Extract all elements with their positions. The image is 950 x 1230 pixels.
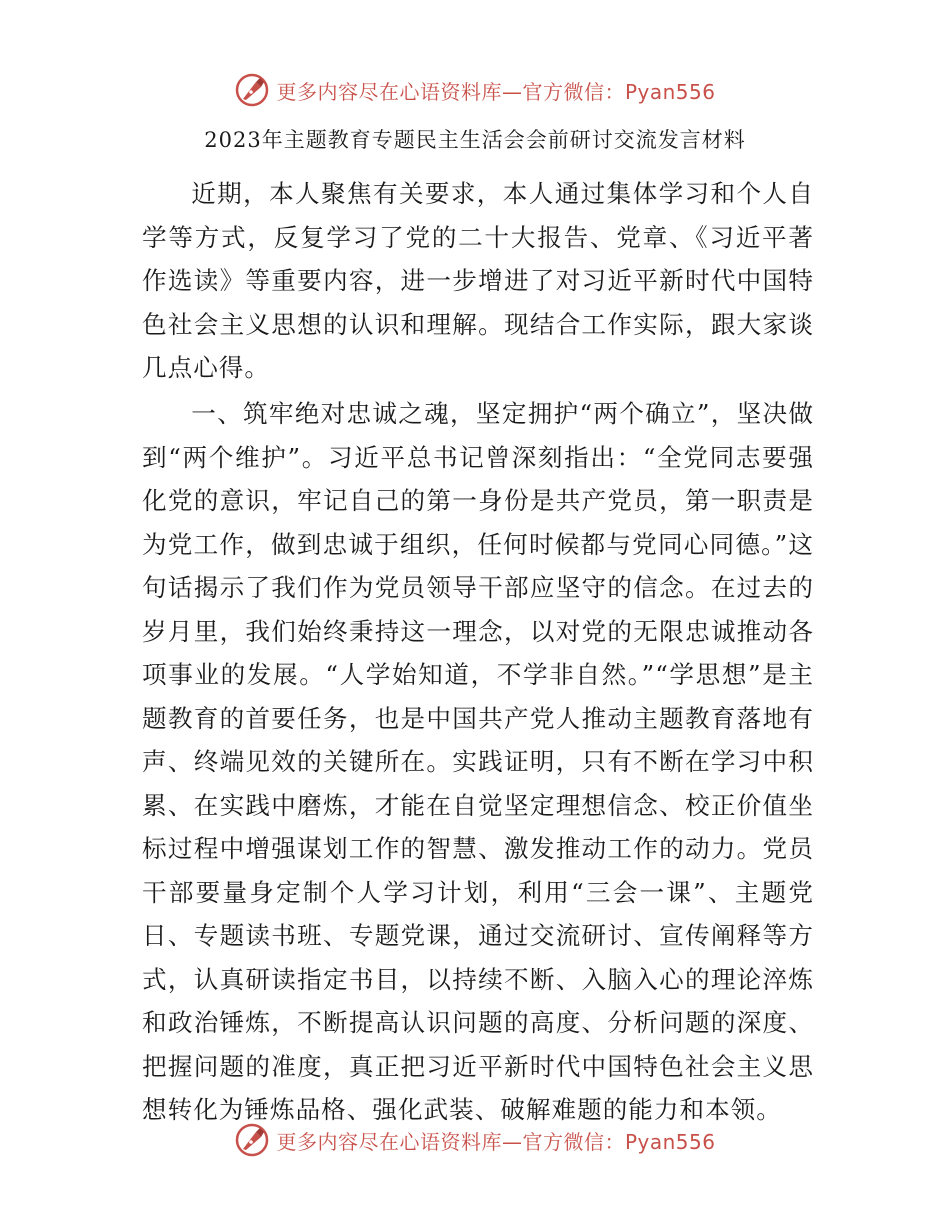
paragraph-section-one: 一、筑牢绝对忠诚之魂，坚定拥护“两个确立”，坚决做到“两个维护”。习近平总书记曾深刻指出：“全党同志要强化党的意识，牢记自己的第一身份是共产党员，第一职责是为党工作，做到忠诚于组织，任何时候都与党同心同德。”这句话揭示了我们作为党员领导干部应坚守的信念。在过去的岁月里，我们始终秉持这一理念，以对党的无限忠诚推动各项事业的发展。“人学始知道，不学非自然。”“学思想”是主题教育的首要任务，也是中国共产党人推动主题教育落地有声、终端见效的关键所在。实践证明，只有不断在学习中积累、在实践中磨炼，才能在自觉坚定理想信念、校正价值坐标过程中增强谋划工作的智慧、激发推动工作的动力。党员干部要量身定制个人学习计划，利用“三会一课”、主题党日、专题读书班、专题党课，通过交流研讨、宣传阐释等方式，认真研读指定书目，以持续不断、入脑入心的理论淬炼和政治锤炼，不断提高认识问题的高度、分析问题的深度、把握问题的准度，真正把习近平新时代中国特色社会主义思想转化为锤炼品格、强化武装、破解难题的能力和本领。 — [142, 399, 814, 1124]
document-title: 2023年主题教育专题民主生活会会前研讨交流发言材料 — [204, 128, 746, 152]
header-watermark-banner — [0, 70, 950, 110]
pen-nib-logo-icon — [234, 1122, 270, 1158]
pen-nib-logo-icon — [234, 72, 270, 108]
watermark-text: 更多内容尽在心语资料库—官方微信：Pyan556 — [276, 79, 716, 104]
watermark-text: 更多内容尽在心语资料库—官方微信：Pyan556 — [276, 1129, 716, 1154]
paragraph-intro: 近期，本人聚焦有关要求，本人通过集体学习和个人自学等方式，反复学习了党的二十大报告、党章、《习近平著作选读》等重要内容，进一步增进了对习近平新时代中国特色社会主义思想的认识和理解。现结合工作实际，跟大家谈几点心得。 — [142, 179, 814, 382]
footer-watermark-banner — [0, 1120, 950, 1160]
